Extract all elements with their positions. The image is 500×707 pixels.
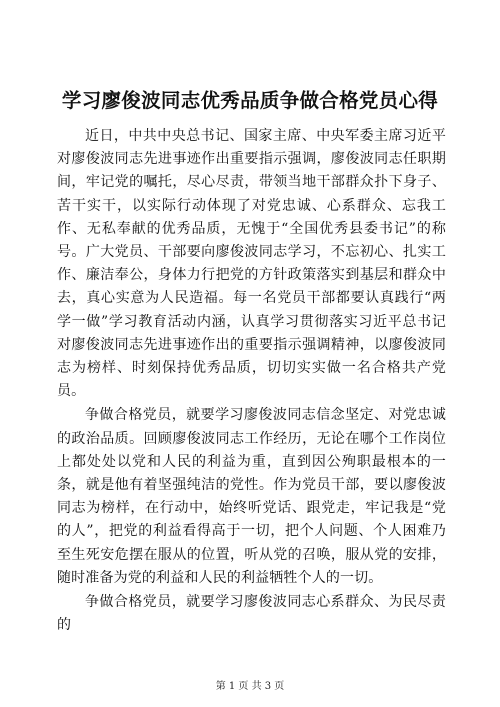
paragraph: 近日，中共中央总书记、国家主席、中央军委主席习近平对廖俊波同志先进事迹作出重要指示强调，廖俊波同志任职期间，牢记党的嘱托，尽心尽责，带领当地干部群众扑下身子、苦干实干，以实际行动体现了对党忠诚、心系群众、忘我工作、无私奉献的优秀品质，无愧于“全国优秀县委书记”的称号。广大党员、干部要向廖俊波同志学习，不忘初心、扎实工作、廉洁奉公，身体力行把党的方针政策落实到基层和群众中去，真心实意为人民造福。每一名党员干部都要认真践行“两学一做”学习教育活动内涵，认真学习贯彻落实习近平总书记对廖俊波同志先进事迹作出的重要指示强调精神，以廖俊波同志为榜样、时刻保持优秀品质，切切实实做一名合格共产党员。 bbox=[57, 128, 446, 400]
page-footer: 第 1 页 共 3 页 bbox=[215, 681, 285, 692]
document-title: 学习廖俊波同志优秀品质争做合格党员心得 bbox=[61, 89, 439, 112]
paragraph: 争做合格党员，就要学习廖俊波同志心系群众、为民尽责的 bbox=[57, 594, 446, 634]
paragraph: 争做合格党员，就要学习廖俊波同志信念坚定、对党忠诚的政治品质。回顾廖俊波同志工作经历，无论在哪个工作岗位上都处处以党和人民的利益为重，直到因公殉职最根本的一条，就是他有着坚强纯洁的党性。作为党员干部，要以廖俊波同志为榜样，在行动中，始终听党话、跟党走，牢记我是“党的人”，把党的利益看得高于一切，把个人问题、个人困难乃至生死安危摆在服从的位置，听从党的召唤，服从党的安排，随时准备为党的利益和人民的利益牺牲个人的一切。 bbox=[57, 407, 446, 586]
document-body bbox=[57, 125, 446, 637]
